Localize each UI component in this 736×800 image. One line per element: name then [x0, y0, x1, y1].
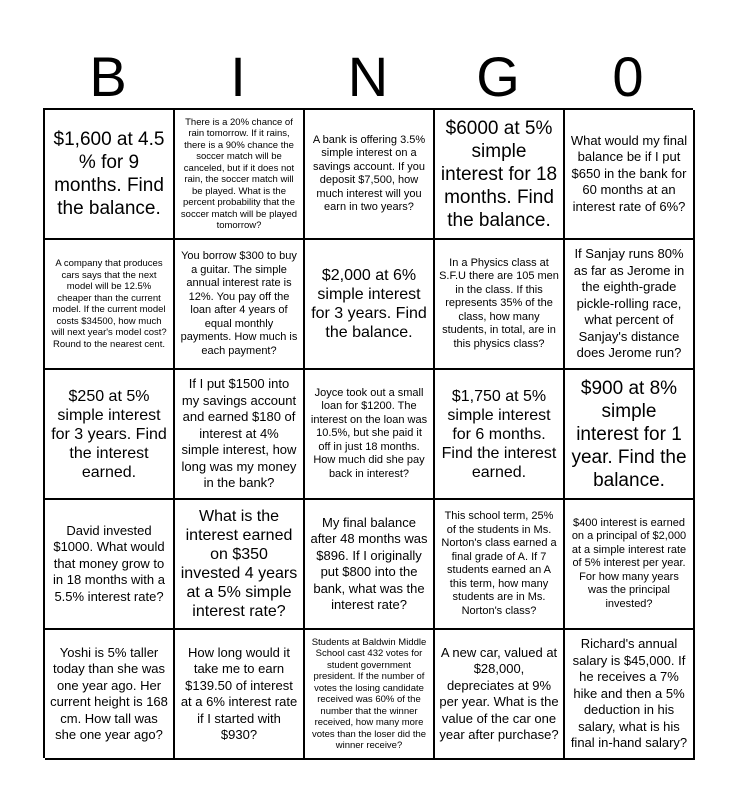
header-letter-i: I [230, 45, 246, 108]
bingo-cell-r5c3[interactable]: Students at Baldwin Middle School cast 432 votes for student government president. If the number of votes the losing candidate received was 60% of the number that the winner received, how many more votes than the loser did the winner receive? [305, 630, 435, 760]
bingo-cell-r1c2[interactable]: There is a 20% chance of rain tomorrow. If it rains, there is a 90% chance the soccer match will be canceled, but if it does not rain, the soccer match will be played. What is the percent probability that the soccer match will be played tomorrow? [175, 110, 305, 240]
bingo-header [43, 44, 693, 110]
header-letter-o: 0 [612, 45, 644, 108]
bingo-cell-r3c4[interactable]: $1,750 at 5% simple interest for 6 months. Find the interest earned. [435, 370, 565, 500]
header-letter-n: N [347, 45, 389, 108]
bingo-cell-r4c1[interactable]: David invested $1000. What would that money grow to in 18 months with a 5.5% interest rate? [45, 500, 175, 630]
bingo-grid [43, 108, 693, 758]
bingo-cell-r5c2[interactable]: How long would it take me to earn $139.50 of interest at a 6% interest rate if I started with $930? [175, 630, 305, 760]
bingo-cell-r4c3[interactable]: My final balance after 48 months was $896. If I originally put $800 into the bank, what was the interest rate? [305, 500, 435, 630]
bingo-cell-r5c5[interactable]: Richard's annual salary is $45,000. If he receives a 7% hike and then a 5% deduction in his salary, what is his final in-hand salary? [565, 630, 695, 760]
bingo-cell-r3c1[interactable]: $250 at 5% simple interest for 3 years. Find the interest earned. [45, 370, 175, 500]
bingo-cell-r2c1[interactable]: A company that produces cars says that the next model will be 12.5% cheaper than the current model. If the current model costs $34500, how much will next year's model cost? Round to the nearest cent. [45, 240, 175, 370]
bingo-cell-r2c4[interactable]: In a Physics class at S.F.U there are 105 men in the class. If this represents 35% of the class, how many students, in total, are in this physics class? [435, 240, 565, 370]
bingo-cell-r2c3[interactable]: $2,000 at 6% simple interest for 3 years. Find the balance. [305, 240, 435, 370]
bingo-cell-r5c1[interactable]: Yoshi is 5% taller today than she was one year ago. Her current height is 168 cm. How tall was she one year ago? [45, 630, 175, 760]
bingo-cell-r3c5[interactable]: $900 at 8% simple interest for 1 year. Find the balance. [565, 370, 695, 500]
bingo-cell-r1c1[interactable]: $1,600 at 4.5 % for 9 months. Find the balance. [45, 110, 175, 240]
bingo-cell-r1c5[interactable]: What would my final balance be if I put $650 in the bank for 60 months at an interest rate of 6%? [565, 110, 695, 240]
bingo-cell-r2c5[interactable]: If Sanjay runs 80% as far as Jerome in the eighth-grade pickle-rolling race, what percent of Sanjay's distance does Jerome run? [565, 240, 695, 370]
bingo-cell-r5c4[interactable]: A new car, valued at $28,000, depreciates at 9% per year. What is the value of the car one year after purchase? [435, 630, 565, 760]
bingo-cell-r1c3[interactable]: A bank is offering 3.5% simple interest on a savings account. If you deposit $7,500, how much interest will you earn in two years? [305, 110, 435, 240]
bingo-cell-r3c3[interactable]: Joyce took out a small loan for $1200. The interest on the loan was 10.5%, but she paid it off in just 18 months. How much did she pay back in interest? [305, 370, 435, 500]
bingo-cell-r3c2[interactable]: If I put $1500 into my savings account and earned $180 of interest at 4% simple interest, how long was my money in the bank? [175, 370, 305, 500]
bingo-cell-r2c2[interactable]: You borrow $300 to buy a guitar. The simple annual interest rate is 12%. You pay off the loan after 4 years of equal monthly payments. How much is each payment? [175, 240, 305, 370]
bingo-cell-r4c5[interactable]: $400 interest is earned on a principal of $2,000 at a simple interest rate of 5% interest per year. For how many years was the principal invested? [565, 500, 695, 630]
header-letter-g: G [476, 45, 520, 108]
header-letter-b: B [89, 45, 127, 108]
bingo-cell-r4c2[interactable]: What is the interest earned on $350 invested 4 years at a 5% simple interest rate? [175, 500, 305, 630]
bingo-cell-r4c4[interactable]: This school term, 25% of the students in Ms. Norton's class earned a final grade of A. If 7 students earned an A this term, how many students are in Ms. Norton's class? [435, 500, 565, 630]
bingo-cell-r1c4[interactable]: $6000 at 5% simple interest for 18 months. Find the balance. [435, 110, 565, 240]
